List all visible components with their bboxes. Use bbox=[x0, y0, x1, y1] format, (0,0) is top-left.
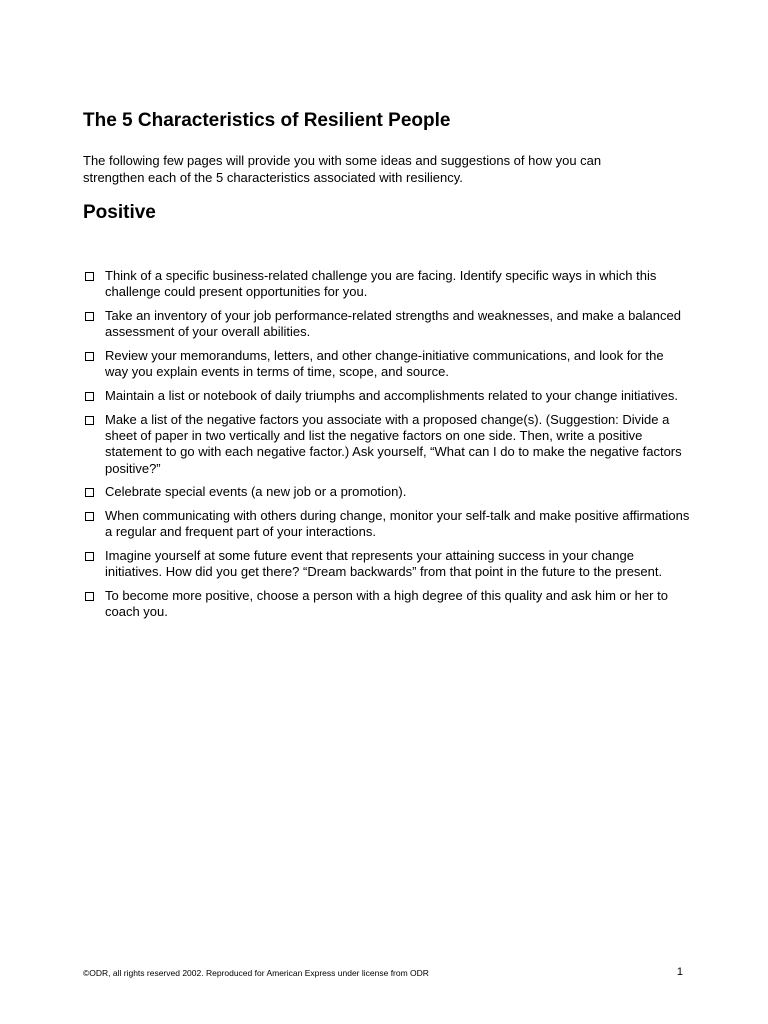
list-item bbox=[85, 308, 690, 341]
checkbox-icon bbox=[85, 488, 94, 497]
list-item-text: When communicating with others during change, monitor your self-talk and make positive affirmations a regular and frequent part of your interactions. bbox=[105, 507, 690, 540]
checkbox-icon bbox=[85, 272, 94, 281]
list-item-text: Maintain a list or notebook of daily triumphs and accomplishments related to your change initiatives. bbox=[105, 387, 679, 403]
list-item bbox=[85, 588, 690, 621]
page-footer bbox=[83, 966, 687, 980]
copyright-notice bbox=[83, 968, 429, 978]
copyright-symbol: © bbox=[83, 968, 90, 978]
list-item-text: To become more positive, choose a person with a high degree of this quality and ask him or her to coach you. bbox=[105, 587, 668, 620]
list-item bbox=[85, 388, 690, 404]
list-item-text: Think of a specific business-related challenge you are facing. Identify specific ways in which this challenge could present opportunities for you. bbox=[105, 268, 657, 300]
checkbox-icon bbox=[85, 392, 94, 401]
checkbox-icon bbox=[85, 352, 94, 361]
suggestion-list bbox=[85, 268, 690, 628]
checkbox-icon bbox=[85, 552, 94, 561]
list-item bbox=[85, 348, 690, 381]
list-item-text: Take an inventory of your job performance-related strengths and weaknesses, and make a balanced assessment of your overall abilities. bbox=[105, 307, 681, 340]
list-item bbox=[85, 268, 690, 301]
checkbox-icon bbox=[85, 416, 94, 425]
list-item bbox=[85, 484, 690, 500]
list-item-text: Imagine yourself at some future event that represents your attaining success in your change initiatives. How did you get there? “Dream backwards” from that point in the future to the present. bbox=[105, 547, 663, 580]
list-item bbox=[85, 508, 690, 541]
checkbox-icon bbox=[85, 512, 94, 521]
list-item-text: Review your memorandums, letters, and other change-initiative communications, and look for the way you explain events in terms of time, scope, and source. bbox=[105, 347, 664, 380]
section-heading: Positive bbox=[83, 202, 156, 223]
list-item bbox=[85, 412, 690, 477]
checkbox-icon bbox=[85, 312, 94, 321]
page-title: The 5 Characteristics of Resilient People bbox=[83, 110, 451, 131]
list-item bbox=[85, 548, 690, 581]
list-item-text: Celebrate special events (a new job or a promotion). bbox=[105, 484, 407, 500]
page-number: 1 bbox=[676, 966, 683, 978]
checkbox-icon bbox=[85, 592, 94, 601]
list-item-text: Make a list of the negative factors you associate with a proposed change(s). (Suggestion: Divide a sheet of paper in two vertically and list the negative factors on one side. Then, write a positive statement to go with each negative factor.) Ask yourself, “What can I do to make the negative factors positive?” bbox=[105, 411, 682, 476]
copyright-text: ODR, all rights reserved 2002. Reproduced for American Express under license from ODR bbox=[89, 968, 429, 978]
intro-paragraph: The following few pages will provide you with some ideas and suggestions of how you can strengthen each of the 5 characteristics associated with resiliency. bbox=[83, 153, 602, 185]
